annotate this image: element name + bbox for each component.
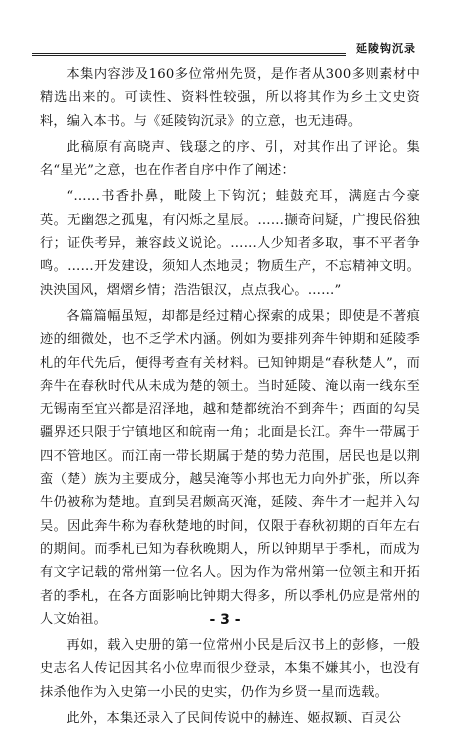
page-number: - 3 - [209,612,241,628]
header-rule-double [32,55,346,56]
running-header [32,40,416,58]
paragraph: 再如，载入史册的第一位常州小民是后汉书上的彭修，一般史志名人传记因其名小位卑而很少登录，本集不嫌其小，也没有抹杀他作为入史第一小民的史实，仍作为乡贤一星而选载。 [40,638,420,700]
paragraph: “……书香扑鼻，毗陵上下钩沉；蛙鼓充耳，满庭古今豪英。无幽怨之孤鬼，有闪烁之星辰。……撷奇问疑，广搜民俗独行；证佚考异，兼容歧义说论。……人少知者多取，事不平者争鸣。……开发建设，须知人杰地灵；物质生产，不忘精神文明。泱泱国风，熠熠乡情；浩浩银汉，点点我心。……” [40,189,420,298]
paragraph: 本集内容涉及160多位常州先贤，是作者从300多则素材中精选出来的。可读性、资料性较强，所以将其作为乡土文史资料，编入本书。与《延陵钩沉录》的立意，也无违碍。 [40,67,420,129]
body-text [40,63,420,733]
header-title: 延陵钩沉录 [356,42,416,55]
header-rule [32,53,346,54]
paragraph: 此稿原有高晓声、钱璱之的序、引，对其作出了评论。集名“星光”之意，也在作者自序中作了阐述： [40,139,420,179]
paragraph: 各篇篇幅虽短，却都是经过精心探索的成果；即使是不著痕迹的细微处，也不乏学术内涵。例如为要排列奔牛钟期和延陵季札的年代先后，便得考查有关材料。已知钟期是“春秋楚人”，而奔牛在春秋时代从未成为楚的领土。当时延陵、淹以南一线东至无锡南至宜兴都是沼泽地，越和楚都统治不到奔牛；西面的勾吴疆界还只限于宁镇地区和皖南一角；北面是长江。奔牛一带属于四不管地区。而江南一带长期属于楚的势力范围，居民也是以荆蛮（楚）族为主要成分，越吴淹等小邦也无力向外扩张，所以奔牛仍被称为楚地。直到吴君颇高灭淹，延陵、奔牛才一起并入勾吴。因此奔牛称为春秋楚地的时间，仅限于春秋初期的百年左右的期间。而季札已知为春秋晚期人，所以钟期早于季札，而成为有文字记载的常州第一位名人。因为作为常州第一位领主和开拓者的季札，在各方面影响比钟期大得多，所以季札仍应是常州的人文始祖。 [40,308,420,627]
paragraph: 此外，本集还录入了民间传说中的赫连、姬叔颖、百灵公 [66,711,402,727]
